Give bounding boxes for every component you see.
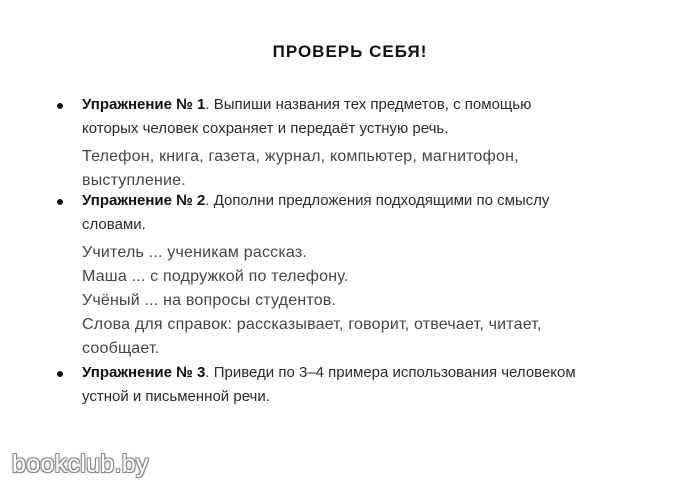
bullet-icon	[57, 371, 63, 377]
exercise-3-instruction-line2: устной и письменной речи.	[82, 388, 270, 405]
watermark: bookclub.by	[12, 450, 149, 478]
page-title: ПРОВЕРЬ СЕБЯ!	[272, 42, 428, 61]
bullet-icon	[57, 199, 63, 205]
exercise-3-label: Упражнение № 3	[82, 364, 206, 381]
exercise-2-sentence-1: Учитель ... ученикам рассказ.	[82, 244, 308, 261]
exercise-2-instruction-line2: словами.	[82, 216, 146, 233]
exercise-1-label: Упражнение № 1	[82, 96, 206, 113]
bullet-icon	[57, 103, 63, 109]
exercise-2-word-bank-line2: сообщает.	[82, 340, 160, 357]
exercise-1-instruction-line1: . Выпиши названия тех предметов, с помощью	[205, 96, 532, 113]
exercise-1-content-line2: выступление.	[82, 172, 186, 189]
exercise-2-sentence-3: Учёный ... на вопросы студентов.	[82, 292, 337, 309]
exercise-2-instruction	[57, 189, 657, 237]
exercise-2-word-bank-line1: Слова для справок: рассказывает, говорит, отвечает, читает,	[82, 316, 542, 333]
exercise-2-instruction-line1: . Дополни предложения подходящими по смыслу	[205, 192, 550, 209]
exercise-3-instruction	[57, 361, 657, 409]
exercise-1-instruction	[57, 93, 657, 141]
exercise-2-label: Упражнение № 2	[82, 192, 206, 209]
exercise-1	[57, 93, 657, 193]
exercise-1-content-line1: Телефон, книга, газета, журнал, компьютер, магнитофон,	[82, 148, 519, 165]
exercise-3-instruction-line1: . Приведи по 3–4 примера использования человеком	[205, 364, 576, 381]
exercise-2	[57, 189, 657, 361]
exercise-3	[57, 361, 657, 409]
exercise-2-sentence-2: Маша ... с подружкой по телефону.	[82, 268, 349, 285]
exercise-1-instruction-line2: которых человек сохраняет и передаёт устную речь.	[82, 120, 449, 137]
